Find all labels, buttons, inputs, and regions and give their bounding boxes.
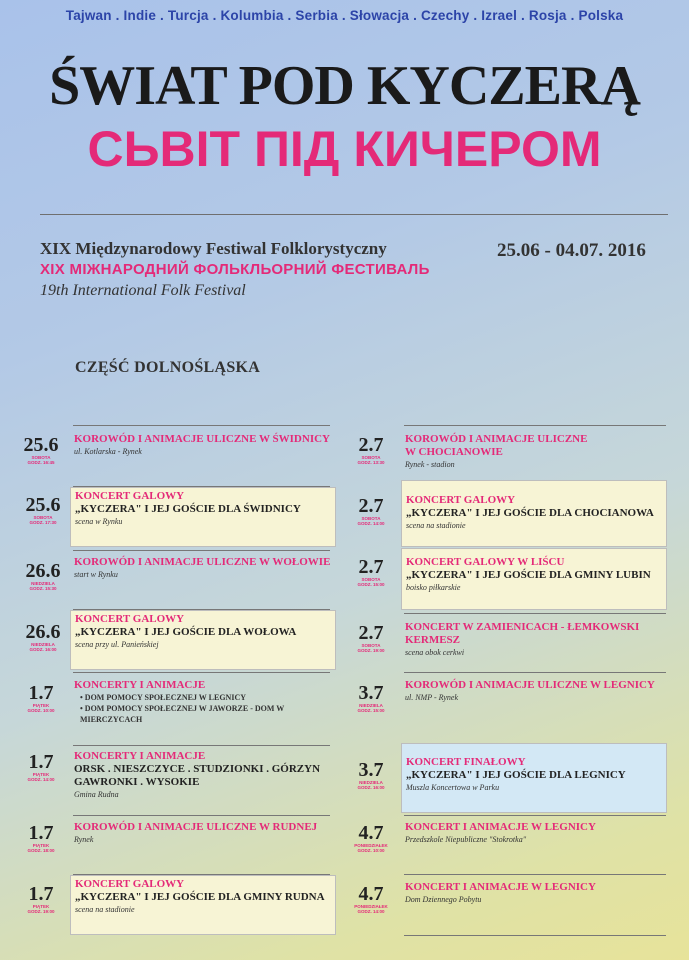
event-place: scena przy ul. Panieńskiej — [75, 640, 159, 649]
event-title: KONCERT GALOWY W LIŚCU — [406, 556, 565, 568]
countries-list: Tajwan . Indie . Turcja . Kolumbia . Serbia . Słowacja . Czechy . Izrael . Rosja . Polska — [65, 8, 624, 23]
event-date: 26.6 NIEDZIELA GODZ. 15:30 — [25, 560, 61, 591]
subtitle-ukrainian: XIX МІЖНАРОДНИЙ ФОЛЬКЛЬОРНИЙ ФЕСТИВАЛЬ — [40, 261, 430, 278]
subtitle-polish: XIX Międzynarodowy Festiwal Folklorystyczny — [40, 239, 387, 258]
event-place: scena na stadionie — [406, 521, 466, 530]
event-date: 2.7 SOBOTA GODZ. 15:00 — [357, 556, 385, 587]
event-date: 2.7 SOBOTA GODZ. 14:00 — [357, 495, 385, 526]
event-date: 26.6 NIEDZIELA GODZ. 16:00 — [25, 621, 61, 652]
event-card — [401, 879, 667, 919]
event-date: 2.7 SOBOTA GODZ. 13:30 — [357, 434, 385, 465]
event-title: KOROWÓD I ANIMACJE ULICZNE W ŚWIDNICY — [74, 433, 330, 445]
event-place: scena w Rynku — [75, 517, 123, 526]
event-line: „KYCZERA" I JEJ GOŚCIE DLA ŚWIDNICY — [75, 503, 301, 515]
row-divider — [404, 613, 666, 614]
event-title: KONCERT W ZAMIENICACH - ŁEMKOWSKI — [405, 621, 640, 633]
event-card — [70, 748, 336, 808]
event-card — [401, 677, 667, 717]
row-divider — [73, 815, 330, 816]
event-card — [401, 619, 667, 667]
event-title: KONCERT I ANIMACJE W LEGNICY — [405, 881, 596, 893]
row-divider — [73, 745, 330, 746]
event-place: Przedszkole Niepubliczne "Stokrotka" — [405, 835, 527, 844]
row-divider — [73, 672, 330, 673]
row-divider — [404, 935, 666, 936]
event-title: KOROWÓD I ANIMACJE ULICZNE W WOŁOWIE — [74, 556, 331, 568]
event-bullet: • DOM POMOCY SPOŁECZNEJ W JAWORZE - DOM W MIERCZYCACH — [80, 704, 285, 724]
event-card — [70, 677, 350, 737]
event-line: „KYCZERA" I JEJ GOŚCIE DLA WOŁOWA — [75, 626, 297, 638]
row-divider — [404, 874, 666, 875]
event-card — [70, 610, 336, 670]
event-line: „KYCZERA" I JEJ GOŚCIE DLA CHOCIANOWA — [406, 507, 654, 519]
row-divider — [404, 425, 666, 426]
event-date: 25.6 SOBOTA GODZ. 17:30 — [25, 494, 61, 525]
event-date: 1.7 PIĄTEK GODZ. 18:00 — [27, 822, 55, 853]
subtitle-english: 19th International Folk Festival — [40, 282, 246, 299]
event-line: „KYCZERA" I JEJ GOŚCIE DLA GMINY RUDNA — [75, 891, 325, 903]
event-date: 3.7 NIEDZIELA GODZ. 16:00 — [357, 759, 385, 790]
event-card — [401, 480, 667, 547]
event-title: KONCERT I ANIMACJE W LEGNICY — [405, 821, 596, 833]
row-divider — [404, 815, 666, 816]
event-card — [70, 554, 336, 599]
event-title: KONCERTY I ANIMACJE — [74, 679, 206, 691]
event-title: KOROWÓD I ANIMACJE ULICZNE W LEGNICY — [405, 679, 655, 691]
event-place: Muszla Koncertowa w Parku — [406, 783, 500, 792]
title-ukrainian: СЬВІТ ПІД КИЧЕРОМ — [87, 121, 602, 177]
event-card — [401, 819, 667, 859]
event-title: KONCERT FINAŁOWY — [406, 756, 526, 768]
event-place: Rynek - stadion — [405, 460, 455, 469]
event-line: ORSK . NIESZCZYCE . STUDZIONKI . GÓRZYN — [74, 763, 321, 775]
row-divider — [73, 425, 330, 426]
row-divider — [404, 672, 666, 673]
event-place: scena obok cerkwi — [405, 648, 465, 657]
section-title: CZĘŚĆ DOLNOŚLĄSKA — [75, 359, 261, 376]
event-place: start w Rynku — [74, 570, 118, 579]
event-title: KONCERT GALOWY — [75, 613, 185, 625]
row-divider — [73, 550, 330, 551]
festival-dates: 25.06 - 04.07. 2016 — [497, 240, 646, 261]
event-date: 1.7 PIĄTEK GODZ. 10:00 — [27, 682, 55, 713]
event-date: 1.7 PIĄTEK GODZ. 19:00 — [27, 883, 55, 914]
event-card — [70, 487, 336, 547]
event-title: KERMESZ — [405, 634, 461, 646]
event-line: „KYCZERA" I JEJ GOŚCIE DLA LEGNICY — [406, 769, 626, 781]
event-title: W CHOCIANOWIE — [405, 446, 503, 458]
event-title: KONCERT GALOWY — [75, 878, 185, 890]
divider — [40, 214, 668, 215]
event-date: 3.7 NIEDZIELA GODZ. 15:00 — [357, 682, 385, 713]
event-place: ul. Kotlarska - Rynek — [74, 447, 142, 456]
event-date: 4.7 PONIEDZIAŁEK GODZ. 14:00 — [354, 883, 388, 914]
event-date: 25.6 SOBOTA GODZ. 16:45 — [23, 434, 59, 465]
event-date: 1.7 PIĄTEK GODZ. 14:00 — [27, 751, 55, 782]
event-place: ul. NMP - Rynek — [405, 693, 459, 702]
event-place: scena na stadionie — [75, 905, 135, 914]
event-line: „KYCZERA" I JEJ GOŚCIE DLA GMINY LUBIN — [406, 569, 651, 581]
event-date: 4.7 PONIEDZIAŁEK GODZ. 10:00 — [354, 822, 388, 853]
title-polish: ŚWIAT POD KYCZERĄ — [49, 55, 640, 117]
event-title: KOROWÓD I ANIMACJE ULICZNE W RUDNEJ — [74, 821, 318, 833]
event-card — [401, 431, 667, 479]
event-place: Rynek — [74, 835, 94, 844]
event-title: KOROWÓD I ANIMACJE ULICZNE — [405, 433, 588, 445]
event-title: KONCERT GALOWY — [75, 490, 185, 502]
event-title: KONCERTY I ANIMACJE — [74, 750, 206, 762]
event-title: KONCERT GALOWY — [406, 494, 516, 506]
event-card — [401, 548, 667, 610]
event-line: GAWRONKI . WYSOKIE — [74, 776, 200, 788]
event-place: Gmina Rudna — [74, 790, 119, 799]
event-bullet: • DOM POMOCY SPOŁECZNEJ W LEGNICY — [80, 693, 246, 702]
event-date: 2.7 SOBOTA GODZ. 19:00 — [357, 622, 385, 653]
event-card — [70, 875, 336, 935]
event-card — [70, 819, 336, 859]
event-place: boisko piłkarskie — [406, 583, 461, 592]
event-card — [70, 431, 336, 471]
event-place: Dom Dziennego Pobytu — [405, 895, 482, 904]
event-card — [401, 743, 667, 813]
